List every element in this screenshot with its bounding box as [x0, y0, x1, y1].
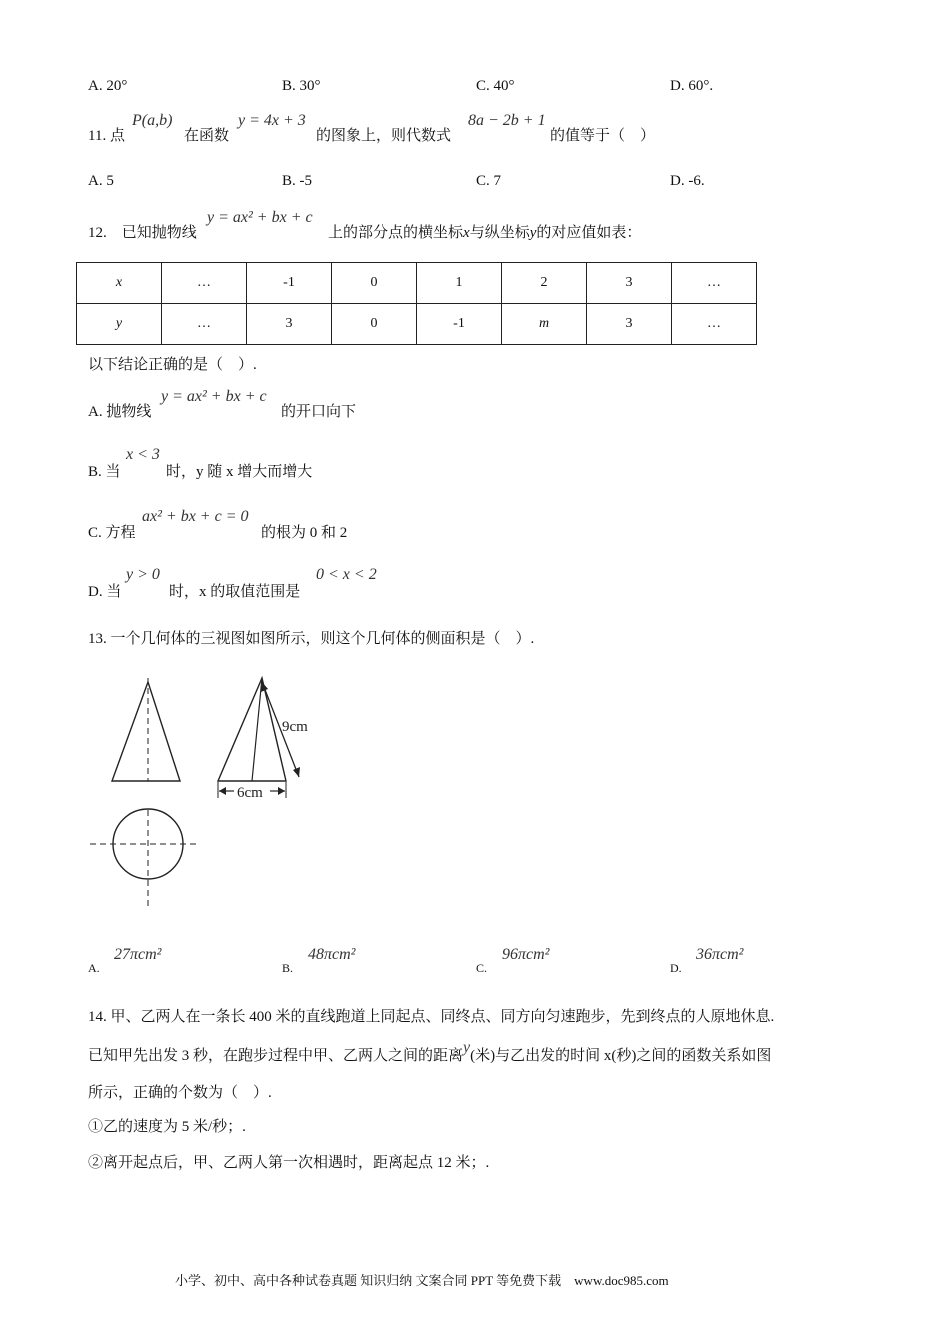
q11-number: 11. 点 — [88, 128, 125, 144]
q11-text-2: 的图象上，则代数式 — [316, 128, 452, 144]
side-view-inner-line — [252, 678, 262, 781]
arrowhead-top-icon — [261, 682, 268, 692]
arrowhead-bottom-icon — [293, 767, 300, 777]
q12-option-a-suffix: 的开口向下 — [281, 404, 357, 420]
q12-option-b-suffix: 时，y 随 x 增大而增大 — [166, 464, 313, 480]
q12-value-table — [76, 262, 757, 345]
table-cell: -1 — [417, 304, 502, 345]
page-footer: 小学、初中、高中各种试卷真题 知识归纳 文案合同 PPT 等免费下载 www.doc985.com — [175, 1273, 669, 1288]
q12-text-2: 与纵坐标 — [469, 225, 530, 241]
q14-line-3: 所示，正确的个数为（ ）. — [88, 1085, 272, 1101]
table-cell: 0 — [332, 263, 417, 304]
arrowhead-right-icon — [278, 787, 285, 795]
slant-length-label: 9cm — [282, 719, 308, 735]
table-cell: -1 — [247, 263, 332, 304]
q10-option-d: D. 60°. — [670, 78, 714, 94]
table-row — [77, 263, 757, 304]
table-cell: x — [77, 263, 162, 304]
table-row — [77, 304, 757, 345]
q13-option-c-formula: 96πcm² — [502, 946, 550, 963]
q11-function-formula: y = 4x + 3 — [238, 112, 306, 129]
q14-line-1: 14. 甲、乙两人在一条长 400 米的直线跑道上同起点、同终点、同方向匀速跑步，先到终点的人原地休息. — [88, 1009, 775, 1025]
table-cell: 1 — [417, 263, 502, 304]
table-cell: m — [502, 304, 587, 345]
q12-text-1: 上的部分点的横坐标 — [328, 225, 464, 241]
front-view-triangle — [112, 682, 180, 781]
q11-option-b: B. -5 — [282, 173, 312, 189]
q12-text-3: 的对应值如表： — [536, 225, 642, 241]
q11-expression-formula: 8a − 2b + 1 — [468, 112, 546, 129]
q13-option-c-letter: C. — [476, 961, 488, 975]
table-cell: … — [672, 304, 757, 345]
q12-option-c-suffix: 的根为 0 和 2 — [261, 525, 348, 541]
q14-item-1: ①乙的速度为 5 米/秒；. — [88, 1119, 246, 1135]
q12-option-c-formula: ax² + bx + c = 0 — [142, 508, 249, 525]
q10-option-c: C. 40° — [476, 78, 515, 94]
q13-three-view-figure — [86, 660, 326, 912]
q11-option-d: D. -6. — [670, 173, 705, 189]
q12-option-d-prefix: D. 当 — [88, 584, 122, 600]
q13-option-a-letter: A. — [88, 961, 100, 975]
q12-parabola-formula: y = ax² + bx + c — [207, 209, 313, 226]
table-cell: 3 — [587, 304, 672, 345]
q11-option-c: C. 7 — [476, 173, 502, 189]
q13-option-d-formula: 36πcm² — [696, 946, 744, 963]
q11-text-1: 在函数 — [184, 128, 230, 144]
arrowhead-left-icon — [219, 787, 226, 795]
table-cell: … — [672, 263, 757, 304]
table-cell: 2 — [502, 263, 587, 304]
q12-number: 12. 已知抛物线 — [88, 225, 197, 241]
side-view-triangle — [218, 678, 286, 781]
q11-point-formula: P(a,b) — [132, 112, 173, 129]
q14-line-2-part-b: (米)与乙出发的时间 x(秒)之间的函数关系如图 — [470, 1048, 772, 1064]
q14-y-var: y — [463, 1039, 471, 1056]
table-cell: 3 — [587, 263, 672, 304]
q10-option-b: B. 30° — [282, 78, 321, 94]
q14-line-2-part-a: 已知甲先出发 3 秒，在跑步过程中甲、乙两人之间的距离 — [88, 1048, 464, 1064]
q12-option-d-formula: y > 0 — [126, 566, 160, 583]
q11-option-a: A. 5 — [88, 173, 114, 189]
q12-option-a-prefix: A. 抛物线 — [88, 404, 152, 420]
q12-option-d-middle: 时，x 的取值范围是 — [169, 584, 301, 600]
table-cell: y — [77, 304, 162, 345]
q12-y-var: y — [529, 225, 537, 241]
q13-question: 13. 一个几何体的三视图如图所示，则这个几何体的侧面积是（ ）. — [88, 631, 535, 647]
table-cell: … — [162, 304, 247, 345]
q12-prompt: 以下结论正确的是（ ）. — [88, 357, 257, 373]
q12-stem-tail — [328, 221, 641, 242]
q12-option-c-prefix: C. 方程 — [88, 525, 136, 541]
q12-x-var: x — [463, 225, 470, 241]
q11-text-3: 的值等于（ ） — [550, 128, 656, 144]
table-cell: 0 — [332, 304, 417, 345]
table-cell: … — [162, 263, 247, 304]
q12-option-b-prefix: B. 当 — [88, 464, 121, 480]
q14-line-2 — [88, 1039, 772, 1065]
q13-option-a-formula: 27πcm² — [114, 946, 162, 963]
table-cell: 3 — [247, 304, 332, 345]
q10-option-a: A. 20° — [88, 78, 128, 94]
q13-option-d-letter: D. — [670, 961, 682, 975]
q12-option-a-formula: y = ax² + bx + c — [161, 388, 267, 405]
q12-option-d-range-formula: 0 < x < 2 — [316, 566, 377, 583]
q12-option-b-formula: x < 3 — [126, 446, 160, 463]
q14-item-2: ②离开起点后，甲、乙两人第一次相遇时，距离起点 12 米；. — [88, 1155, 490, 1171]
q13-option-b-letter: B. — [282, 961, 294, 975]
q13-option-b-formula: 48πcm² — [308, 946, 356, 963]
base-length-label: 6cm — [237, 785, 263, 801]
